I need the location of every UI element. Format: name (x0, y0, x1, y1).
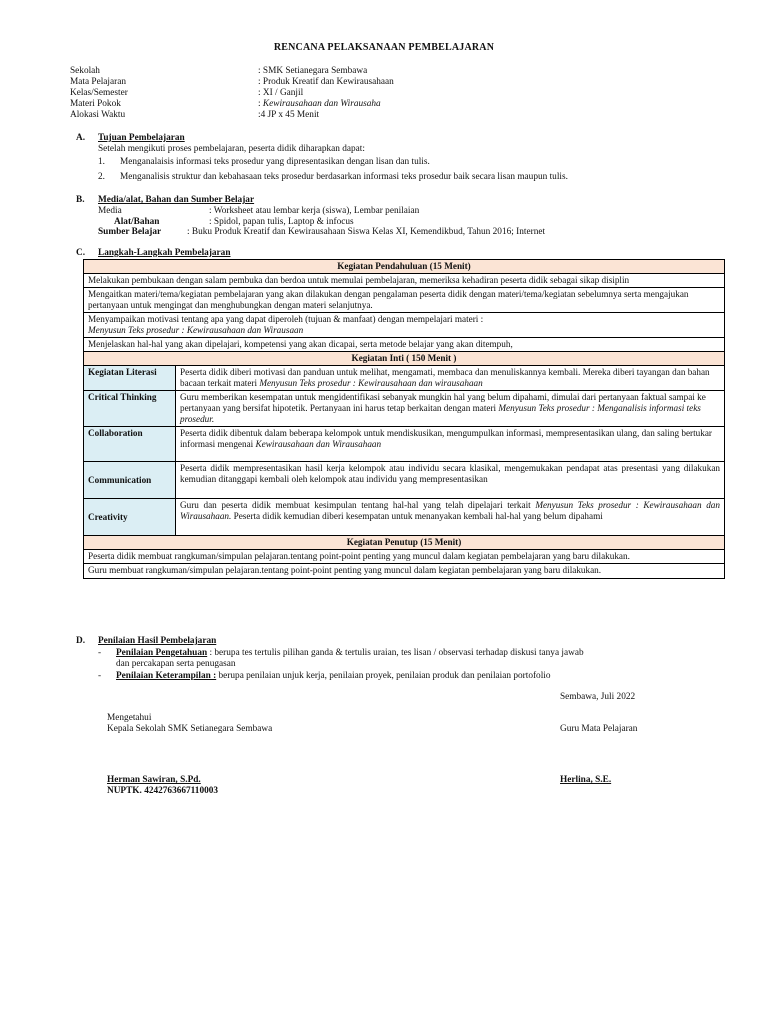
identity-value-prefix: : (258, 99, 263, 109)
assessment-line (116, 671, 551, 682)
acknowledged-label: Mengetahui (107, 713, 152, 723)
identity-label: Sekolah (70, 66, 100, 76)
assessment-dash: - (98, 671, 102, 681)
opening-step: Menjelaskan hal-hal yang akan dipelajari, kompetensi yang akan dicapai, serta metode belajar yang akan ditempuh, (84, 338, 725, 352)
section-letter: C. (76, 248, 86, 258)
section-a-intro: Setelah mengikuti proses pembelajaran, peserta didik diharapkan dapat: (98, 144, 365, 154)
section-letter: D. (76, 636, 86, 646)
core-text: Guru dan peserta didik membuat kesimpulan tentang hal-hal yang telah dipelajari terkait (180, 500, 536, 511)
document-title: RENCANA PELAKSANAAN PEMBELAJARAN (273, 42, 495, 53)
core-text-critical-thinking (176, 391, 725, 427)
core-text-literacy (176, 366, 725, 391)
opening-step (84, 313, 725, 338)
core-text: Peserta didik diberi motivasi dan panduan untuk melihat, mengamati, membaca dan menuliskannya kembali. Mereka diberi tayangan dan bahan bacaan terkait materi (180, 367, 710, 389)
core-label-creativity: Creativity (84, 499, 176, 536)
principal-name: Herman Sawiran, S.Pd. (107, 775, 201, 785)
core-text: Peserta didik dibentuk dalam beberapa kelompok untuk mendiskusikan, mengumpulkan informasi, mempresentasikan ulang, dan saling bertukar informasi mengenai (180, 428, 712, 450)
core-label-communication: Communication (84, 462, 176, 499)
opening-step-text: Menyampaikan motivasi tentang apa yang dapat diperoleh (tujuan & manfaat) dengan mempelajari materi : (88, 314, 484, 325)
assessment-line (116, 648, 584, 659)
section-letter: A. (76, 133, 86, 143)
tools-label: Alat/Bahan (114, 217, 160, 227)
identity-row-time (70, 110, 670, 121)
objective-text: Menganalaisis informasi teks prosedur yang dipresentasikan dengan lisan dan tulis. (120, 157, 430, 167)
core-text-topic: Kewirausahaan dan Wirausahaan (255, 439, 382, 450)
identity-value-topic: Kewirausahaan dan Wirausaha (262, 99, 381, 109)
core-label-collaboration: Collaboration (84, 427, 176, 462)
identity-block (70, 66, 670, 121)
core-text-topic: Menyusun Teks prosedur : Menganalisis informasi teks prosedur. (180, 403, 701, 425)
core-text-topic: Menyusun Teks prosedur : Kewirausahaan dan wirausahaan (259, 378, 483, 389)
section-title: Tujuan Pembelajaran (98, 133, 185, 143)
core-label-critical-thinking: Critical Thinking (84, 391, 176, 427)
source-value: : Buku Produk Kreatif dan Kewirausahaan Siswa Kelas XI, Kemendikbud, Tahun 2016; Internet (187, 227, 546, 237)
source-label: Sumber Belajar (98, 227, 162, 237)
assessment-item (98, 671, 718, 683)
core-text: Guru memberikan kesempatan untuk mengidentifikasi sebanyak mungkin hal yang belum dipahami, dimulai dari pertanyaan faktual sampai ke pertanyaan yang bersifat hipotetik. Pertanyaan ini harus tetap berkaitan dengan materi (180, 392, 706, 414)
opening-step-topic: Menyusun Teks prosedur : Kewirausahaan dan Wirausaan (88, 325, 304, 336)
core-activity-header: Kegiatan Inti ( 150 Menit ) (84, 352, 725, 366)
assessment-dash: - (98, 648, 102, 658)
teacher-title: Guru Mata Pelajaran (560, 724, 638, 734)
media-label: Media (98, 206, 122, 216)
assessment-text: : berupa tes tertulis pilihan ganda & tertulis uraian, tes lisan / observasi terhadap diskusi tanya jawab (207, 648, 584, 658)
identity-row-subject (70, 77, 670, 88)
identity-row-topic (70, 99, 670, 110)
objective-number: 2. (98, 172, 105, 182)
assessment-label: Penilaian Keterampilan : (116, 671, 217, 681)
identity-value: :4 JP x 45 Menit (258, 110, 320, 120)
place-date: Sembawa, Juli 2022 (560, 692, 636, 702)
objective-item (98, 172, 698, 184)
opening-activity-header: Kegiatan Pendahuluan (15 Menit) (84, 260, 725, 274)
principal-nuptk: NUPTK. 4242763667110003 (107, 786, 219, 796)
opening-step: Mengaitkan materi/tema/kegiatan pembelajaran yang akan dilakukan dengan pengalaman peserta didik dengan materi/tema/kegiatan sebelumnya serta mengajukan pertanyaan untuk mengingat dan menghubungkan dengan materi selanjutnya. (84, 288, 725, 313)
core-text-topic: Menyusun Teks prosedur : Kewirausahaan dan Wirausahaan. (180, 500, 720, 522)
identity-value: : SMK Setianegara Sembawa (258, 66, 368, 76)
objective-number: 1. (98, 157, 105, 167)
identity-label: Kelas/Semester (70, 88, 128, 98)
identity-value (258, 99, 381, 110)
section-title: Penilaian Hasil Pembelajaran (98, 636, 217, 646)
identity-row-class (70, 88, 670, 99)
closing-activity-header: Kegiatan Penutup (15 Menit) (84, 536, 725, 550)
identity-row-school (70, 66, 670, 77)
media-value: : Worksheet atau lembar kerja (siswa), Lembar penilaian (209, 206, 420, 216)
principal-title: Kepala Sekolah SMK Setianegara Sembawa (107, 724, 273, 734)
objective-item (98, 157, 698, 169)
section-title: Media/alat, Bahan dan Sumber Belajar (98, 195, 255, 205)
identity-label: Alokasi Waktu (70, 110, 126, 120)
section-d-heading (76, 636, 676, 648)
core-label-literacy: Kegiatan Literasi (84, 366, 176, 391)
teacher-name: Herlina, S.E. (560, 775, 612, 785)
opening-step: Melakukan pembukaan dengan salam pembuka dan berdoa untuk memulai pembelajaran, memeriksa kehadiran peserta didik sebagai sikap disiplin (84, 274, 725, 288)
core-text: Peserta didik kemudian diberi kesempatan untuk menanyakan kembali hal-hal yang belum dipahami (231, 511, 603, 522)
assessment-label: Penilaian Pengetahuan (116, 648, 208, 658)
learning-steps-table (83, 259, 725, 579)
section-letter: B. (76, 195, 85, 205)
core-text-collaboration (176, 427, 725, 462)
identity-value: : Produk Kreatif dan Kewirausahaan (258, 77, 394, 87)
objective-text: Menganalisis struktur dan kebahasaan teks prosedur berdasarkan informasi teks prosedur baik secara lisan maupun tulis. (120, 172, 568, 182)
assessment-text-continued: dan percakapan serta penugasan (116, 659, 236, 669)
core-text-communication: Peserta didik mempresentasikan hasil kerja kelompok atau individu secara klasikal, mengemukakan pendapat atas presentasi yang dilakukan kemudian ditanggapi kembali oleh kelompok atau individu yang mempresentasikan (176, 462, 725, 499)
assessment-text: berupa penilaian unjuk kerja, penilaian proyek, penilaian produk dan penilaian portofolio (216, 671, 551, 681)
closing-step: Guru membuat rangkuman/simpulan pelajaran.tentang point-point penting yang muncul dalam kegiatan pembelajaran yang baru dilakukan. (84, 564, 725, 578)
tools-value: : Spidol, papan tulis, Laptop & infocus (209, 217, 354, 227)
core-text-creativity (176, 499, 725, 536)
identity-label: Materi Pokok (70, 99, 121, 109)
section-title: Langkah-Langkah Pembelajaran (98, 248, 231, 258)
identity-value: : XI / Ganjil (258, 88, 304, 98)
identity-label: Mata Pelajaran (70, 77, 127, 87)
closing-step: Peserta didik membuat rangkuman/simpulan pelajaran.tentang point-point penting yang muncul dalam kegiatan pembelajaran yang baru dilakukan. (84, 550, 725, 564)
